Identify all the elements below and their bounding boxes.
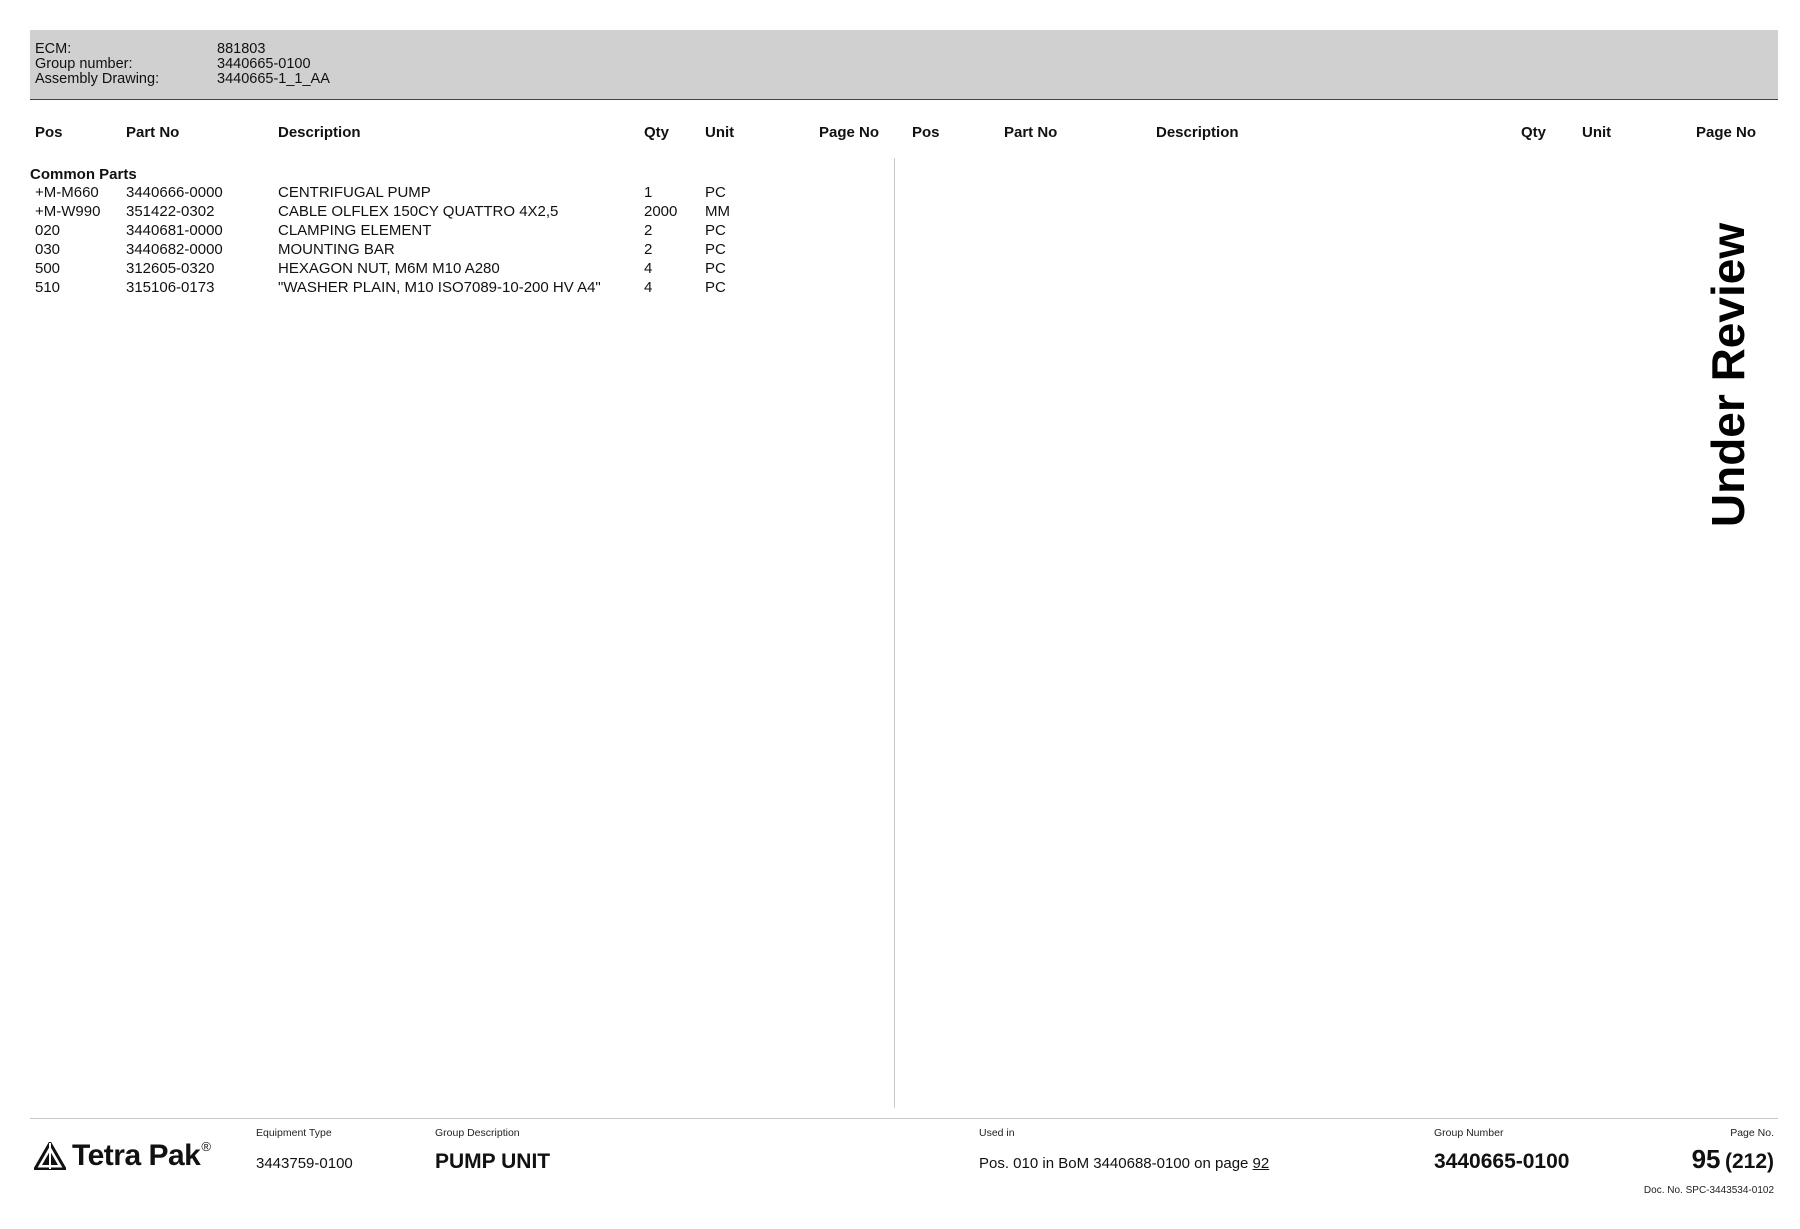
col-partno-header-right: Part No: [1004, 124, 1058, 141]
group-number-value: 3440665-0100: [217, 56, 311, 72]
footer-divider: [30, 1118, 1778, 1119]
row-qty: 2: [644, 241, 653, 258]
row-description: "WASHER PLAIN, M10 ISO7089-10-200 HV A4": [278, 279, 601, 296]
col-qty-header: Qty: [644, 124, 670, 141]
assembly-drawing-value: 3440665-1_1_AA: [217, 71, 330, 87]
tetra-pak-logo-icon: [34, 1142, 66, 1170]
row-pos: +M-M660: [35, 184, 99, 201]
col-pos-header-right: Pos: [912, 124, 940, 141]
row-part-no: 3440666-0000: [126, 184, 223, 201]
row-unit: PC: [705, 279, 726, 296]
row-unit: PC: [705, 260, 726, 277]
col-pageno-header: Page No: [819, 124, 880, 141]
page-number-total: (212): [1724, 1150, 1774, 1173]
row-part-no: 3440681-0000: [126, 222, 223, 239]
col-description-header: Description: [278, 124, 361, 141]
used-in-value: [979, 1155, 1269, 1172]
row-description: HEXAGON NUT, M6M M10 A280: [278, 260, 500, 277]
page-no-label: Page No.: [1730, 1127, 1774, 1139]
col-partno-header: Part No: [126, 124, 180, 141]
row-qty: 2: [644, 222, 653, 239]
group-number-footer-value: 3440665-0100: [1434, 1150, 1570, 1173]
col-pageno-header-right: Page No: [1696, 124, 1757, 141]
group-number-footer-label: Group Number: [1434, 1127, 1504, 1139]
row-description: CENTRIFUGAL PUMP: [278, 184, 431, 201]
page-number-current: 95: [1691, 1144, 1721, 1174]
row-pos: 030: [35, 241, 61, 258]
page-number: [1692, 1144, 1774, 1175]
assembly-drawing-label: Assembly Drawing:: [35, 71, 160, 87]
row-unit: MM: [705, 203, 730, 220]
header-box: [30, 30, 1778, 100]
row-description: CABLE OLFLEX 150CY QUATTRO 4X2,5: [278, 203, 559, 220]
used-in-label: Used in: [979, 1127, 1015, 1139]
row-unit: PC: [705, 222, 726, 239]
col-pos-header: Pos: [35, 124, 63, 141]
row-qty: 4: [644, 279, 653, 296]
col-unit-header: Unit: [705, 124, 735, 141]
logo-text: Tetra Pak: [72, 1139, 201, 1172]
logo-registered-mark: ®: [201, 1138, 211, 1154]
group-description-label: Group Description: [435, 1127, 520, 1139]
under-review-watermark: Under Review: [1702, 222, 1754, 528]
used-in-page-link[interactable]: 92: [1252, 1155, 1270, 1172]
row-pos: 020: [35, 222, 61, 239]
column-divider: [894, 158, 895, 1108]
row-pos: 510: [35, 279, 61, 296]
row-part-no: 3440682-0000: [126, 241, 223, 258]
doc-number: Doc. No. SPC-3443534-0102: [1643, 1185, 1774, 1196]
row-pos: +M-W990: [35, 203, 101, 220]
tetra-pak-logo: [34, 1138, 211, 1174]
row-unit: PC: [705, 184, 726, 201]
col-description-header-right: Description: [1156, 124, 1239, 141]
used-in-text: Pos. 010 in BoM 3440688-0100 on page: [979, 1155, 1253, 1172]
row-part-no: 351422-0302: [126, 203, 215, 220]
group-number-label: Group number:: [35, 56, 133, 72]
row-qty: 2000: [644, 203, 678, 220]
row-unit: PC: [705, 241, 726, 258]
col-unit-header-right: Unit: [1582, 124, 1612, 141]
group-description-value: PUMP UNIT: [435, 1150, 551, 1173]
row-description: CLAMPING ELEMENT: [278, 222, 432, 239]
row-part-no: 312605-0320: [126, 260, 215, 277]
equipment-type-value: 3443759-0100: [256, 1155, 353, 1172]
row-description: MOUNTING BAR: [278, 241, 395, 258]
row-qty: 1: [644, 184, 653, 201]
equipment-type-label: Equipment Type: [256, 1127, 332, 1139]
section-title: Common Parts: [30, 166, 137, 183]
row-pos: 500: [35, 260, 61, 277]
ecm-label: ECM:: [35, 41, 72, 57]
row-qty: 4: [644, 260, 653, 277]
col-qty-header-right: Qty: [1521, 124, 1547, 141]
row-part-no: 315106-0173: [126, 279, 215, 296]
ecm-value: 881803: [217, 41, 266, 57]
